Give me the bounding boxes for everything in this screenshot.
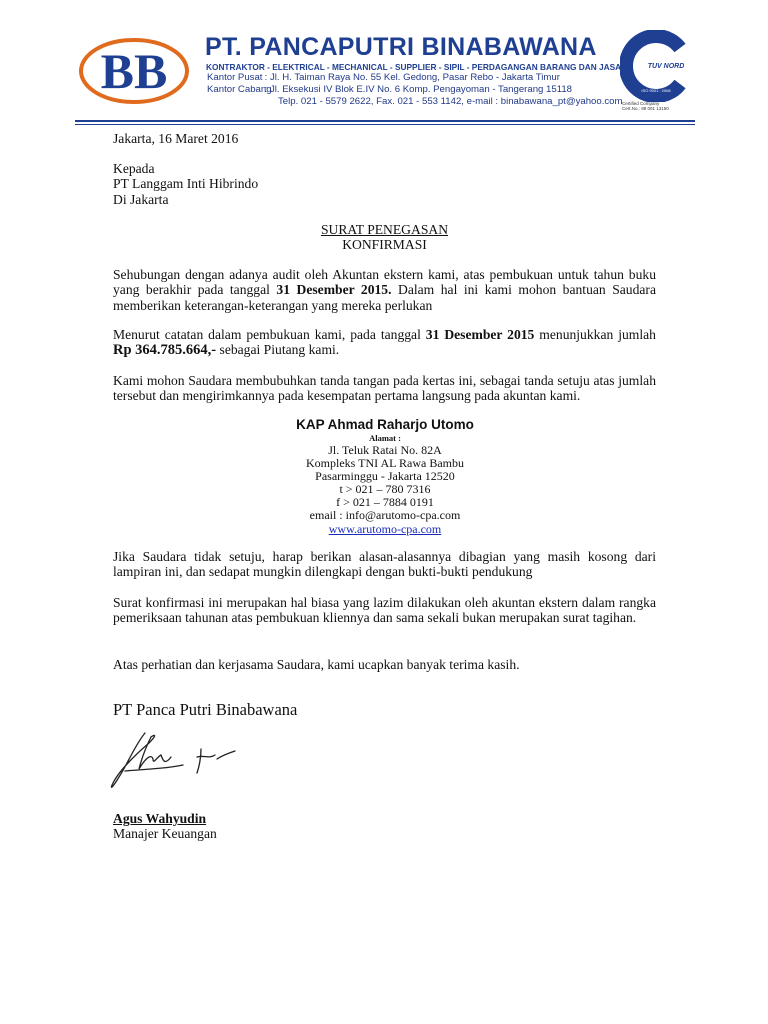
paragraph-note: Surat konfirmasi ini merupakan hal biasa yang lazim dilakukan oleh akuntan ekstern dalam rangka pemeriksaan tahunan atas pembukuan kliennya dan sama sekali bukan merupakan surat tagihan. (113, 595, 656, 626)
p1-text: Sehubungan dengan adanya audit oleh Akuntan ekstern kami, atas pembukuan untuk tahun buku yang berakhir pada tanggal (113, 267, 656, 298)
email-line: email : info@arutomo-cpa.com (309, 508, 461, 523)
company-name: PT. PANCAPUTRI BINABAWANA (205, 33, 597, 61)
branch-office-address: : Jl. Eksekusi IV Blok E.IV No. 6 Komp. Pengayoman - Tangerang 15118 (264, 84, 573, 95)
p2-amount: Rp 364.785.664,- (113, 342, 217, 359)
address-line: Jl. Teluk Ratai No. 82A (328, 443, 442, 457)
branch-office-label: Kantor Cabang (207, 84, 272, 95)
title-line-2: KONFIRMASI (342, 237, 427, 253)
branch-office (207, 84, 572, 95)
letterhead-divider (75, 120, 695, 122)
p2-date: 31 Desember 2015 (425, 327, 535, 342)
svg-text:BB: BB (100, 43, 168, 99)
paragraph-balance (113, 327, 656, 359)
letterhead-divider-thin (75, 124, 695, 125)
recipient-block (113, 161, 258, 207)
phone-line: t > 021 – 780 7316 (339, 482, 431, 497)
recipient-line: Kepada (113, 161, 155, 176)
sender-company: PT Panca Putri Binabawana (113, 700, 298, 719)
address-line: Pasarminggu - Jakarta 12520 (315, 469, 455, 484)
cert-iso-text: ISO 9001 : 2008 (641, 88, 671, 93)
main-office (207, 72, 560, 83)
paragraph-request: Kami mohon Saudara membubuhkan tanda tangan pada kertas ini, sebagai tanda setuju atas jumlah tersebut dan mengirimkannya pada kesempatan pertama langsung pada akuntan kami. (113, 373, 656, 404)
p2-text-mid: menunjukkan jumlah (534, 327, 656, 342)
company-services: KONTRAKTOR - ELEKTRICAL - MECHANICAL - SUPPLIER - SIPIL - PERDAGANGAN BARANG DAN JASA (206, 62, 622, 72)
signature (105, 725, 255, 800)
auditor-website-link[interactable]: www.arutomo-cpa.com (328, 521, 442, 536)
recipient-company: PT Langgam Inti Hibrindo (113, 176, 259, 192)
paragraph-thanks: Atas perhatian dan kerjasama Saudara, kami ucapkan banyak terima kasih. (113, 657, 520, 672)
recipient-city: Di Jakarta (113, 191, 169, 207)
cert-caption: Certified Company Cert.No.: 98 001 13150 (622, 101, 669, 111)
auditor-address (250, 444, 520, 536)
certification-logo (620, 30, 692, 102)
signer-name: Agus Wahyudin (113, 811, 207, 826)
p1-date: 31 Desember 2015. (276, 282, 392, 298)
p1-text-end: Dalam hal ini kami mohon bantuan Saudara memberikan keterangan-keterangan yang mereka perlukan (113, 282, 656, 313)
p2-text: Menurut catatan dalam pembukuan kami, pada tanggal (113, 327, 426, 342)
letter-title (113, 222, 656, 253)
paragraph-disagree: Jika Saudara tidak setuju, harap berikan alasan-alasannya dibagian yang masih kosong dari lampiran ini, dan sedapat mungkin dilengkapi dengan bukti-bukti pendukung (113, 549, 656, 580)
main-office-address: : Jl. H. Taiman Raya No. 55 Kel. Gedong, Pasar Rebo - Jakarta Timur (264, 72, 560, 83)
signer-title: Manajer Keuangan (113, 826, 217, 842)
company-contact: Telp. 021 - 5579 2622, Fax. 021 - 553 1142, e-mail : binabawana_pt@yahoo.com (278, 96, 623, 107)
title-line-1: SURAT PENEGASAN (320, 222, 449, 237)
address-line: Kompleks TNI AL Rawa Bambu (306, 456, 464, 471)
cert-logo-text: TUV NORD (647, 63, 685, 70)
main-office-label: Kantor Pusat (207, 72, 263, 83)
fax-line: f > 021 – 7884 0191 (336, 495, 434, 510)
auditor-name: KAP Ahmad Raharjo Utomo (296, 417, 474, 432)
p2-text-end: sebagai Piutang kami. (216, 342, 340, 358)
auditor-address-label: Alamat : (369, 433, 401, 443)
letter-date: Jakarta, 16 Maret 2016 (113, 131, 239, 146)
paragraph-audit (113, 267, 656, 313)
signer-block (113, 811, 217, 842)
company-logo (78, 36, 190, 106)
